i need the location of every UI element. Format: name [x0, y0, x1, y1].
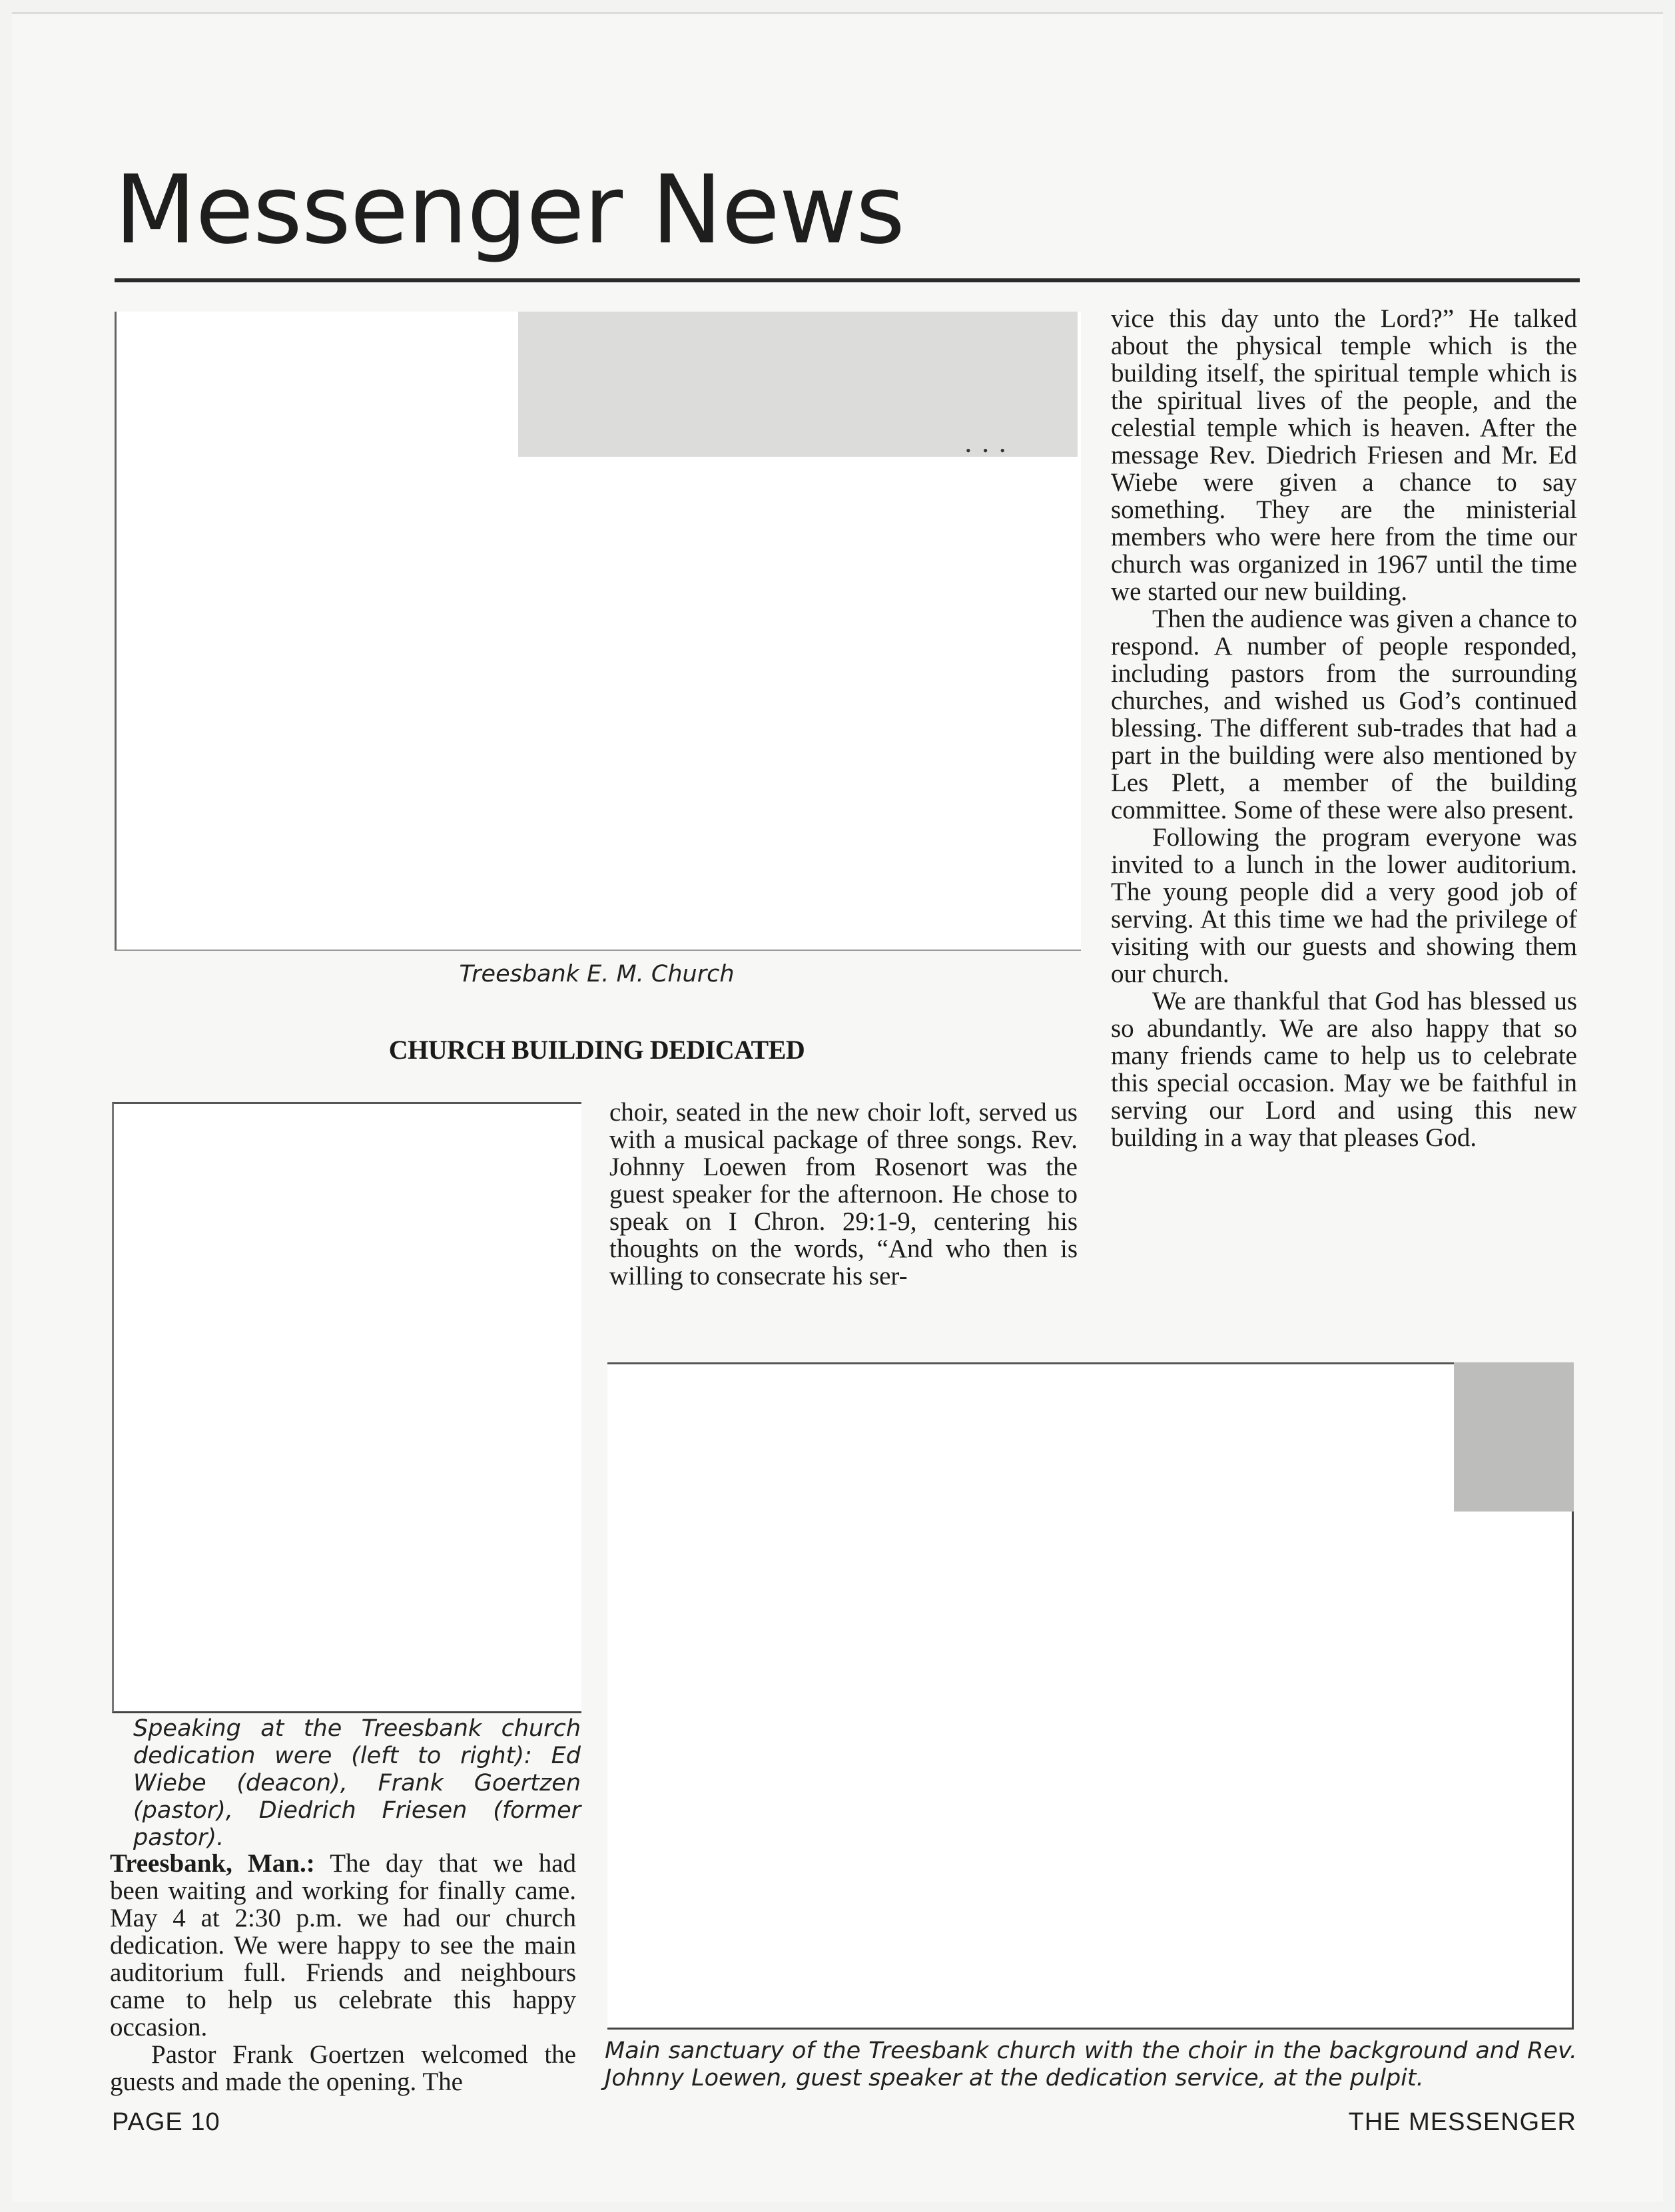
- speakers-photo: [112, 1102, 581, 1713]
- masthead-rule: [115, 278, 1580, 282]
- article-dateline: Treesbank, Man.:: [110, 1849, 315, 1878]
- tree-silhouettes: •••: [966, 442, 1018, 459]
- article-lead-text: The day that we had been waiting and working for finally came. May 4 at 2:30 p.m. we had our church dedication. We were happy to see the main auditorium full. Friends and neighbours came to help us celebrate this happy occasion.: [110, 1849, 577, 2042]
- church-photo-caption: Treesbank E. M. Church: [459, 961, 735, 987]
- article-column-middle: [609, 1099, 1078, 1290]
- article-paragraph: Following the program everyone was invited to a lunch in the lower auditorium. The young people did a very good job of serving. At this time we had the privilege of visiting with our guests and showing them our church.: [1111, 823, 1577, 988]
- article-paragraph: choir, seated in the new choir loft, served us with a musical package of three songs. Rev. Johnny Loewen from Rosenort was the guest speaker for the afternoon. He chose to speak on I Chron. 29:1-9, centering his thoughts on the words, “And who then is willing to consecrate his ser-: [609, 1098, 1078, 1290]
- article-column-right: [1111, 305, 1577, 1151]
- masthead-title: Messenger News: [115, 155, 904, 265]
- page-number: PAGE 10: [112, 2108, 220, 2136]
- article-column-left: [110, 1850, 576, 2095]
- speakers-photo-caption: Speaking at the Treesbank church dedication were (left to right): Ed Wiebe (deacon), Frank Goertzen (pastor), Diedrich Friesen (former pastor).: [133, 1715, 581, 1851]
- article-paragraph: Pastor Frank Goertzen welcomed the guests and made the opening. The: [110, 2040, 576, 2096]
- article-paragraph: vice this day unto the Lord?” He talked about the physical temple which is the building itself, the spiritual temple which is the spiritual lives of the people, and the celestial temple which is heaven. After the message Rev. Diedrich Friesen and Mr. Ed Wiebe were given a chance to say something. They are the ministerial members who were here from the time our church was organized in 1967 until the time we started our new building.: [1111, 304, 1577, 606]
- sanctuary-photo-gray-area: [1454, 1362, 1574, 1512]
- article-headline: CHURCH BUILDING DEDICATED: [388, 1035, 805, 1065]
- article-paragraph: Then the audience was given a chance to respond. A number of people responded, including pastors from the surrounding churches, and wished us God’s continued blessing. The different sub-trades that had a part in the building were also mentioned by Les Plett, a member of the building committee. Some of these were also present.: [1111, 605, 1577, 824]
- church-photo-sky: [518, 312, 1078, 457]
- publication-name: THE MESSENGER: [1348, 2108, 1576, 2136]
- article-paragraph: [110, 1850, 576, 2041]
- article-paragraph: We are thankful that God has blessed us so abundantly. We are also happy that so many friends came to help us to celebrate this special occasion. May we be faithful in serving our Lord and using this new building in a way that pleases God.: [1111, 987, 1577, 1152]
- sanctuary-photo-caption: Main sanctuary of the Treesbank church with the choir in the background and Rev. Johnny Loewen, guest speaker at the dedication service, at the pulpit.: [605, 2038, 1577, 2091]
- sanctuary-photo: [607, 1362, 1574, 2030]
